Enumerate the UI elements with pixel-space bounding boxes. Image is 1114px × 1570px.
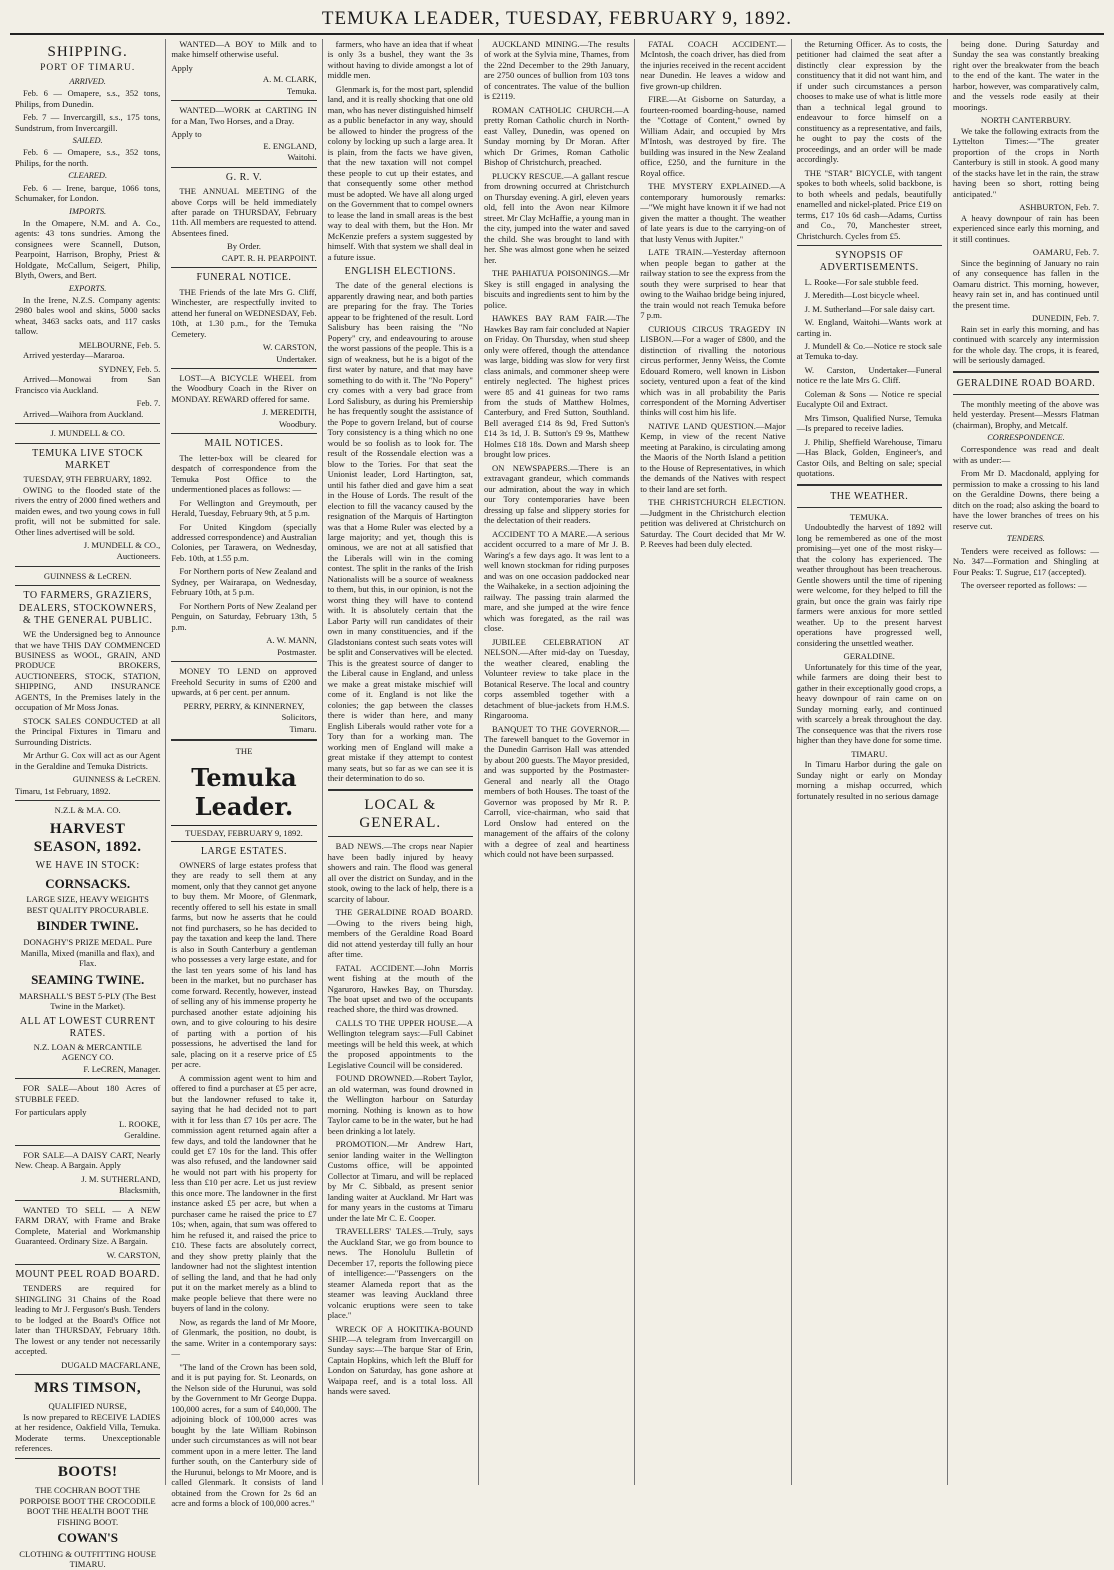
market-date: TUESDAY, 9TH FEBRUARY, 1892. bbox=[23, 474, 152, 485]
feb7-dateline: Feb. 7. bbox=[136, 398, 161, 409]
travellers-tales: TRAVELLERS' TALES.—Truly, says the Auckland Star, we go from bounce to news. The Honolulu Bulletin of December 17, reports the following piece of intelligence:—"Passengers on the steamer Alameda report that as the steamer was leaving Auckland three volcanic eruptions were seen to take place." bbox=[327, 1226, 473, 1321]
macfarlane-sig: DUGALD MACFARLANE, bbox=[61, 1359, 161, 1370]
timson-heading: MRS TIMSON, bbox=[34, 1380, 142, 1397]
on-newspapers: ON NEWSPAPERS.—There is an extravagant grandeur, which commands our admiration, about the way in which our Tory contemporaries have been dressing up false and slippery stories for the delectation of their readers. bbox=[483, 462, 630, 526]
mundell-header: J. MUNDELL & CO. bbox=[50, 428, 125, 439]
upper-house: CALLS TO THE UPPER HOUSE.—A Wellington telegram says:—Full Cabinet meetings will be held this week, at which the proposed appointments to the Legislative Council will be considered. bbox=[327, 1017, 473, 1070]
synopsis-9: J. Philip, Sheffield Warehouse, Timaru—Has Black, Golden, Engineer's, and Castor Oils, and Belting on sale; special quotations. bbox=[796, 436, 942, 479]
sutherland-sig: J. M. SUTHERLAND, bbox=[81, 1173, 161, 1184]
cleared-heading: CLEARED. bbox=[68, 171, 108, 181]
correspondence-text: Correspondence was read and dealt with as under:— bbox=[952, 444, 1100, 465]
mail-text-5: For Northern Ports of New Zealand per Penguin, on Saturday, February 13th, 5 p.m. bbox=[171, 600, 317, 632]
exports-heading: EXPORTS. bbox=[68, 283, 107, 293]
oamaru-text: Since the beginning of January no rain of any consequence has fallen in the Oamaru district. This morning, however, heavy rain set in, and has continued until the present time. bbox=[952, 257, 1100, 310]
clothing-house: CLOTHING & OUTFITTING HOUSE bbox=[19, 1549, 157, 1559]
banquet-governor: BANQUET TO THE GOVERNOR.—The farewell banquet to the Governor in the Dunedin Garrison Hall was attended by about 200 guests. The Mayor presided, and was supported by the Postmaster-General and nearly all the Otago members of both Houses. The toast of the Governor was proposed by Mr R. P. Carroll, vice-chairman, who said that Lord Onslow had entered on the management of the affairs of the colony with a degree of zeal and heartiness which could not have been surpassed. bbox=[483, 723, 630, 860]
sailed-1: Feb. 6 — Omapere, s.s., 352 tons, Philips, for the north. bbox=[15, 147, 161, 168]
grv-heading: G. R. V. bbox=[225, 171, 263, 183]
late-train: LATE TRAIN.—Yesterday afternoon when people began to gather at the railway station to see the express from the south they were surprised to hear that owing to the Waihao bridge being injured, the train would not reach Temuka before 7 p.m. bbox=[640, 247, 786, 321]
mail-text-2: For Wellington and Greymouth, per Herald, Tuesday, February 9th, at 5 p.m. bbox=[171, 497, 317, 519]
synopsis-1: L. Rooke—For sale stubble feed. bbox=[804, 276, 919, 287]
stock-sales: STOCK SALES CONDUCTED at all the Principal Fixtures in Timaru and Surrounding Districts. bbox=[15, 715, 161, 747]
synopsis-heading: SYNOPSIS OF ADVERTISEMENTS. bbox=[819, 250, 919, 274]
cowan-place: TIMARU. bbox=[69, 1559, 106, 1570]
melbourne-text: Arrived yesterday—Mararoa. bbox=[23, 350, 125, 361]
leader-dateline: TUESDAY, FEBRUARY 9, 1892. bbox=[171, 825, 316, 841]
estates-text-3: Now, as regards the land of Mr Moore, of Glenmark, the position, no doubt, is the same. Writer in a contemporary says: — bbox=[171, 1316, 317, 1359]
seaming-text: MARSHALL'S BEST 5-PLY (The Best Twine in the Market). bbox=[19, 990, 157, 1012]
clark-place: Temuka. bbox=[286, 85, 317, 96]
farmers-text: WE the Undersigned beg to Announce that we have THIS DAY COMMENCED BUSINESS as WOOL, GRAIN, AND PRODUCE BROKERS, AUCTIONEERS, STOCK, STATION, SHIPPING, AND INSURANCE AGENTS, In the Premises lately in the occupation of Mr Moss Jonas. bbox=[15, 629, 161, 713]
oamaru-dateline: OAMARU, Feb. 7. bbox=[1032, 247, 1100, 258]
daisy-cart: FOR SALE—A DAISY CART, Nearly New. Cheap. A Bargain. Apply bbox=[15, 1149, 161, 1171]
wanted-work: WANTED—WORK at CARTING IN for a Man, Two Horses, and a Dray. bbox=[171, 105, 317, 126]
ashburton-dateline: ASHBURTON, Feb. 7. bbox=[1019, 202, 1100, 213]
fire: FIRE.—At Gisborne on Saturday, a fourteen-roomed boarding-house, named the "Cottage of Content," owned by William Adair, and occupied by Mrs M'Intosh, was destroyed by fire. The building was insured in the New Zealand office, £250, and the furniture in the Royal office. bbox=[640, 94, 786, 178]
weather-geraldine: GERALDINE. bbox=[843, 651, 895, 662]
geraldine-road-item: THE GERALDINE ROAD BOARD.—Owing to the rivers being high, members of the Geraldine Road Board did not attend yesterday till fully an hour after time. bbox=[327, 907, 473, 960]
feb7-text: Arrived—Waihora from Auckland. bbox=[23, 408, 144, 419]
exports-1: In the Irene, N.Z.S. Company agents: 2980 bales wool and skins, 5000 sacks wheat, 3463 sacks oats, and 117 casks tallow. bbox=[15, 294, 161, 337]
english-elections-text: The date of the general elections is apparently drawing near, and both parties are preparing for the fray. The Tories appear to be frightened of the result. Lord Salisbury has been raising the "No Popery" cry, and endeavouring to arouse the worst passions of the people. This is a sign of weakness, but he is a bigot of the first water by nature, and that may have something to do with it. The "No Popery" cry comes with a very bad grace from Lord Salisbury, as during his Premiership he has frequently sought the assistance of the Pope to govern Ireland, but of course Tory consistency is a thing which no one would be so foolish as to look for. The result of the Rossendale election was a blow to the Tories. For that seat the Unionist leader, Lord Hartington, sat, until his father died and gave him a seat in the House of Lords. The result of the election to fill the vacancy caused by the resignation of the Marquis of Hartington was that a Home Ruler was elected by a large majority; and yet, though this is ominous, we are not at all satisfied that the Liberals will win in the coming contest. The split in the ranks of the Irish Nationalists will be a source of weakness to them, but this, in our opinion, is not the worst thing they will have to contend with. It is absolutely certain that the Labor Party will run candidates of their own in many constituencies, and if the Gladstonians contest such seats votes will be split and Conservatives will be elected. This is the greatest source of danger to the Liberal cause in England, and unless we make a great mistake mischief will come of it. England is not like the colonies; the gap between the classes there is wider than here, and many English Liberals would rather vote for a Tory than for a working man. The working men of England will make a great mistake if they attempt to contest many seats, but so far as we can see it is their determination to do so. bbox=[327, 280, 473, 784]
hawkes-bay-fair: HAWKES BAY RAM FAIR.—The Hawkes Bay ram fair concluded at Napier on Friday. On Thursday, when stud sheep only were offered, though the attendance was large, bidding was slow for very first class animals, and commoner sheep were entirely neglected. The highest prices were 85 and 41 guineas for two rams from the studs of Matthew Holmes, Canterbury, and Fred Sutton, Southland. Bell averaged £14 8s 9d, Fred Sutton's £14 3s 1d, J. B. Sutton's £9 9s, Matthew Holmes £18 18s. Down and Marsh sheep brought low prices. bbox=[483, 313, 630, 460]
overseer-text: The overseer reported as follows: — bbox=[960, 580, 1087, 590]
estates-text-2: A commission agent went to him and offered to find a purchaser at £5 per acre, but the landowner refused to take it, saying that he had decided not to part with it for less than £7 10s per acre. The commission agent returned again after a few days, and told the landowner that he could get £7 10s for the land. This offer was also refused, and the landowner said he would not part with his property for less than £10 per acre. Let us just review this once more. The landowner in the first instance asked £5 per acre, but when a purchaser came he raised the price to £7 10s; when, again, that sum was offered to him he refused it, and raised the price to £10. These facts are absolutely correct, and they show pretty plainly that the landowner had not the slightest intention of selling the land, and that he had only put it on the market merely as a blind to make people believe that there were no buyers of land in the colony. bbox=[171, 1072, 317, 1314]
clark-sig: A. M. CLARK, bbox=[262, 74, 317, 85]
star-bicycle: THE "STAR" BICYCLE, with tangent spokes to both wheels, solid backbone, is to both wheels and pedals, beautifully enamelled and nickel-plated. Price £19 on terms, £17 10s 6d cash—Adams, Curtiss and Co., 70, Manchester street, Christchurch. Cycles from £5. bbox=[796, 167, 942, 241]
synopsis-7: Coleman & Sons — Notice re special Eucalypte Oil and Extract. bbox=[796, 388, 942, 410]
timaru-date: Timaru, 1st February, 1892. bbox=[15, 785, 111, 796]
mount-peel-heading: MOUNT PEEL ROAD BOARD. bbox=[15, 1269, 160, 1281]
pearpoint-sig: CAPT. R. H. PEARPOINT. bbox=[221, 252, 317, 263]
column-2 bbox=[166, 39, 322, 1508]
wreck: WRECK OF A HOKITIKA-BOUND SHIP.—A telegram from Invercargill on Sunday says:—The barque Star of Erin, Captain Hopkins, which left the Bluff for London on Saturday, has gone ashore at Waipapa reef, and is a total loss. All hands were saved. bbox=[327, 1323, 473, 1397]
fatal-coach: FATAL COACH ACCIDENT.—McIntosh, the coach driver, has died from the injuries received in the recent accident near Dunedin. He leaves a widow and five grown-up children. bbox=[640, 39, 786, 91]
weather-timaru: TIMARU. bbox=[851, 748, 888, 759]
synopsis-6: W. Carston, Undertaker—Funeral notice re the late Mrs G. Cliff. bbox=[796, 364, 942, 386]
blacksmith: Blacksmith, bbox=[119, 1185, 161, 1196]
weather-temuka: TEMUKA. bbox=[849, 512, 889, 522]
tenders-heading: TENDERS. bbox=[1006, 534, 1045, 544]
harvest-heading: HARVEST SEASON, 1892. bbox=[33, 820, 142, 856]
roman-catholic: ROMAN CATHOLIC CHURCH.—A pretty Roman Catholic church in North-east Valley, Dunedin, was opened on Sunday morning by Dr Moran. After which Dr Grimes, Roman Catholic Bishop of Christchurch, preached. bbox=[483, 104, 630, 168]
cowan-heading: COWAN'S bbox=[57, 1530, 118, 1546]
funeral-text: THE Friends of the late Mrs G. Cliff, Winchester, are respectfully invited to attend her funeral on WEDNESDAY, Feb. 10th, at 1.30 p.m., for the Temuka Cemetery. bbox=[171, 286, 317, 339]
christchurch-election: THE CHRISTCHURCH ELECTION.—Judgment in the Christchurch election petition was delivered at Christchurch on Saturday. The Court decided that Mr W. P. Reeves had been duly elected. bbox=[640, 497, 786, 550]
jubilee-nelson: JUBILEE CELEBRATION AT NELSON.—After mid-day on Tuesday, the weather cleared, enabling the Volunteer review to take place in the Botanical Reserve. The local and country corps assembled together with a detachment of blue-jackets from H.M.S. Ringarooma. bbox=[483, 636, 630, 721]
harbor-text: being done. During Saturday and Sunday the sea was constantly breaking right over the breakwater from the beach to the end of the kant. The water in the harbor, however, was comparatively calm, and the vessels rode easily at their moorings. bbox=[952, 39, 1100, 112]
postmaster: Postmaster. bbox=[277, 646, 317, 657]
correspondence-1: From Mr D. Macdonald, applying for permission to make a crossing to his land on the Geraldine Downs, there being a ditch on the road; also asking the board to have the lower branches of trees on his reserve cut. bbox=[952, 468, 1100, 531]
cornsacks: CORNSACKS. bbox=[45, 875, 131, 891]
guinness-header: GUINNESS & LeCREN. bbox=[43, 570, 132, 581]
column-5 bbox=[635, 39, 791, 1485]
boots-heading: BOOTS! bbox=[57, 1463, 118, 1480]
nzl-header: N.Z.L & M.A. CO. bbox=[54, 805, 121, 816]
cornsacks-text: LARGE SIZE, HEAVY WEIGHTS BEST QUALITY PROCURABLE. bbox=[26, 894, 149, 915]
cleared-1: Feb. 6 — Irene, barque, 1066 tons, Schumaker, for London. bbox=[15, 182, 161, 204]
rooke-sig: L. ROOKE, bbox=[119, 1118, 161, 1129]
temuka-leader-title: Temuka Leader. bbox=[191, 762, 297, 821]
column-6 bbox=[792, 39, 948, 1485]
port-heading: PORT OF TIMARU. bbox=[40, 63, 136, 74]
wanted-boy-apply: Apply bbox=[171, 62, 193, 73]
north-canterbury-heading: NORTH CANTERBURY. bbox=[980, 115, 1071, 126]
timaru-text: In Timaru Harbor during the gale on Sunday night or early on Monday morning a mishap occurred, which fortunately resulted in no serious damage bbox=[796, 759, 942, 801]
native-land: NATIVE LAND QUESTION.—Major Kemp, in view of the recent Native meeting at Parakino, is circulating among the Maoris of the North Island a petition to the House of Representatives, in which the demands of the Natives with respect to their land are set forth. bbox=[640, 420, 786, 494]
the-label: THE bbox=[235, 746, 253, 757]
column-3 bbox=[323, 39, 479, 1485]
synopsis-4: W. England, Waitohi—Wants work at carting in. bbox=[796, 317, 942, 338]
mail-text-1: The letter-box will be cleared for despatch of correspondence from the Temuka Post Office to the undermentioned places as follows: — bbox=[171, 452, 317, 495]
funeral-heading: FUNERAL NOTICE. bbox=[196, 272, 292, 284]
undertaker: Undertaker. bbox=[276, 353, 317, 364]
circus-tragedy: CURIOUS CIRCUS TRAGEDY IN LISBON.—For a wager of £800, and the distinction of rivalling the notorious circus performer, Jenny Weiss, the Comte Edouard Romero, well known in Lisbon society, ventured upon a feat of the kind which was in all probability the Paris correspondent of the Morning Advertiser thinks will cost him his life. bbox=[640, 323, 786, 418]
arrived-1: Feb. 6 — Omapere, s.s., 352 tons, Philips, from Dunedin. bbox=[15, 88, 161, 109]
meredith-sig: J. MEREDITH, bbox=[262, 407, 317, 418]
binder-text: DONAGHY'S PRIZE MEDAL. Pure Manilla, Mixed (manilla and flax), and Flax. bbox=[20, 937, 155, 969]
current-rates: ALL AT LOWEST CURRENT RATES. bbox=[19, 1015, 156, 1039]
particulars: For particulars apply bbox=[15, 1107, 87, 1118]
rooke-place: Geraldine. bbox=[124, 1130, 161, 1141]
sailed-heading: SAILED. bbox=[72, 136, 103, 146]
local-general-heading: LOCAL & GENERAL. bbox=[359, 796, 442, 831]
estates-text-1: OWNERS of large estates profess that they are ready to sell them at any moment, only that they cannot get anyone to buy them. Mr Moore, of Glenmark, recently offered to sell his estate in small farms, but now he asserts that he could not find purchasers, so he has decided to pay the taxation and keep the land. There is also in South Canterbury a gentleman who possesses a very large estate, and for the last ten years some of his land has been in the market, but no purchaser has come forward. Recently, however, instead of selling any of his immense property he purchased another estate adjoining his own, and to give colouring to his desire of parting with a portion of his possessions, he advertised the land for sale, placing on it a reserve price of £5 per acre. bbox=[171, 859, 317, 1070]
guinness-sig: GUINNESS & LeCREN. bbox=[72, 774, 161, 785]
nzl-agency: N.Z. LOAN & MERCANTILE AGENCY CO. bbox=[33, 1041, 142, 1063]
arrived-2: Feb. 7 — Invercargill, s.s., 175 tons, Sundstrum, from Invercargill. bbox=[15, 112, 161, 133]
wanted-work-apply: Apply to bbox=[171, 129, 202, 140]
weather-text: Undoubtedly the harvest of 1892 will long be remembered as one of the most promising—yet one of the most risky—that the colony has experienced. The weather throughout has been treacherous. Gentle showers until the time of ripening were welcome, for they helped to fill the grain, but once the grain was fairly ripe farmers were anxious for more settled weather. Up to the present harvest operations have progressed well, considering the unsettled weather. bbox=[796, 522, 942, 648]
binder-twine: BINDER TWINE. bbox=[36, 918, 139, 934]
market-text: OWING to the flooded state of the rivers the entry of 2000 fined wethers and maiden ewes, and two young cows in full profit, will not be submitted for sale. Other lines advertised will be sold. bbox=[15, 484, 161, 537]
carston-funeral-sig: W. CARSTON, bbox=[262, 342, 317, 353]
geraldine-text: Unfortunately for this time of the year, while farmers are doing their best to gather in their exceptionally good crops, a heavy downpour of rain came on on Sunday morning early, and continued with scarcely a break throughout the day. The consequence was that the rivers rose higher than they have done for some time. bbox=[796, 661, 942, 746]
pahiatua-poisonings: THE PAHIATUA POISONINGS.—Mr Skey is still engaged in analysing the biscuits and ingredients sent to him by the police. bbox=[483, 268, 630, 310]
farmers-heading: TO FARMERS, GRAZIERS, DEALERS, STOCKOWNERS, & THE GENERAL PUBLIC. bbox=[18, 590, 157, 626]
returning-officer: the Returning Officer. As to costs, the petitioner had claimed the seat after a distinctly clear expression by the constituency that it did not want him, and if under such circumstances a person chooses to make use of what is little more than a technical legal ground to endeavour to force himself on a constituency as a representative, and fails, he ought to pay the costs of the proceedings, and an order will be made accordingly. bbox=[796, 39, 942, 165]
by-order: By Order. bbox=[227, 241, 261, 252]
ashburton-text: A heavy downpour of rain has been experienced since early this morning, and it still continues. bbox=[952, 212, 1100, 244]
weather-heading: THE WEATHER. bbox=[830, 490, 909, 502]
cox-agent: Mr Arthur G. Cox will act as our Agent in the Geraldine and Temuka Districts. bbox=[15, 750, 161, 771]
tenders-text: Tenders were received as follows: — No. 347—Formation and Shingling at Four Peaks: T. Sugrue, £17 (accepted). bbox=[952, 545, 1100, 577]
mann-sig: A. W. MANN, bbox=[266, 635, 317, 646]
synopsis-8: Mrs Timson, Qualified Nurse, Temuka—Is prepared to receive ladies. bbox=[796, 412, 942, 434]
synopsis-5: J. Mundell & Co.—Notice re stock sale at Temuka to-day. bbox=[796, 341, 942, 362]
carston-sig: W. CARSTON, bbox=[106, 1249, 161, 1260]
we-have: WE HAVE IN STOCK: bbox=[35, 860, 140, 872]
market-title: TEMUKA LIVE STOCK MARKET bbox=[32, 447, 144, 471]
column-1 bbox=[10, 39, 166, 1570]
accident-mare: ACCIDENT TO A MARE.—A serious accident occurred to a mare of Mr J. B. Waring's a few days ago. It was lent to a well known stockman for riding purposes and was on one occasion paddocked near the Waihakeke, in a section adjoining the railway. The passing train alarmed the mare, and she jumped at the wire fence which was foregated, as the rail was close. bbox=[483, 528, 630, 634]
nurse-heading: QUALIFIED NURSE, bbox=[48, 1401, 127, 1412]
promotion: PROMOTION.—Mr Andrew Hart, senior landing waiter in the Wellington Customs office, will be appointed Collector at Timaru, and will be replaced by Mr C. Sibbald, as present senior landing waiter at Auckland. Mr Hart was for many years in the customs at Timaru under the late Mr C. E. Cooper. bbox=[327, 1139, 473, 1223]
bad-news: BAD NEWS.—The crops near Napier have been badly injured by heavy showers and rain. The flood was general all over the district on Sunday, and in the stook, owing to the lack of help, there is a scarcity of labour. bbox=[327, 841, 473, 904]
column-4 bbox=[479, 39, 635, 1485]
lecren-sig: F. LeCREN, Manager. bbox=[83, 1063, 161, 1074]
fatal-accident: FATAL ACCIDENT.—John Morris went fishing at the mouth of the Ngaruroro, Hawkes Bay, on Thursday. The boat upset and two of the occupants reached shore, the third was drowned. bbox=[327, 962, 473, 1015]
perry-place: Timaru. bbox=[289, 723, 317, 734]
north-canterbury-text: We take the following extracts from the Lyttelton Times:—"The greater proportion of the crops in North Canterbury is still in stook. A good many of the stacks have let in the rain, the straw having been so short, rotting being anticipated." bbox=[952, 125, 1100, 199]
column-7 bbox=[948, 39, 1104, 1485]
columns bbox=[10, 39, 1104, 1570]
sydney-dateline: SYDNEY, Feb. 5. bbox=[98, 363, 161, 374]
mystery: THE MYSTERY EXPLAINED.—A contemporary humorously remarks:—"We might have known it if we had not given the matter a thought. The weather of late years is due to the carrying-on of that lusty Venus with Jupiter." bbox=[640, 181, 786, 244]
estates-text-5: Glenmark is, for the most part, splendid land, and it is really shocking that one old man, who has never distinguished himself as a public benefactor in any way, should be allowed to hinder the progress of the colony by locking up such a large area. It is plain, from the facts we have given, that the new taxation will not compel these people to cut up their estates, and that consequently some other method must be adopted. We have all along urged on the Government that to compel owners to lease the land in small areas is the best way to deal with them, but the Hon. Mr McKenzie prefers a system suggested by himself. With that system we shall deal in a future issue. bbox=[327, 83, 473, 262]
meredith-place: Woodbury. bbox=[278, 418, 317, 429]
road-board-heading: GERALDINE ROAD BOARD. bbox=[956, 377, 1096, 389]
money-to-lend: MONEY TO LEND on approved Freehold Security in sums of £200 and upwards, at 6 per cent. per annum. bbox=[171, 666, 317, 698]
correspondence-heading: CORRESPONDENCE. bbox=[987, 433, 1065, 443]
grv-text: THE ANNUAL MEETING of the above Corps will be held immediately after parade on THURSDAY, February 11th. All members are requested to attend. Absentees fined. bbox=[171, 186, 317, 238]
masthead: TEMUKA LEADER, TUESDAY, FEBRUARY 9, 1892. bbox=[10, 8, 1104, 35]
imports-1: In the Omapere, N.M. and A. Co., agents: 43 tons sundries. Among the consignees were Scannell, Dutson, Pearpoint, Harrison, Brophy, Priest & Holdgate, McCallum, Seigert, Philip, Blyth, Owers, and Bert. bbox=[15, 217, 161, 281]
market-sig2: Auctioneers. bbox=[116, 551, 161, 562]
mail-text-3: For United Kingdom (specially addressed correspondence) and Australian Colonies, per Tarawera, on Wednesday, Feb. 10th, at 1.55 p.m. bbox=[171, 521, 317, 563]
imports-heading: IMPORTS. bbox=[69, 206, 107, 216]
nurse-text: Is now prepared to RECEIVE LADIES at her residence, Oakfield Villa, Temuka. Moderate terms. Unexceptionable references. bbox=[15, 1411, 161, 1454]
dunedin-dateline: DUNEDIN, Feb. 7. bbox=[1031, 313, 1100, 324]
found-drowned: FOUND DROWNED.—Robert Taylor, an old waterman, was found drowned in the Wellington harbour on Saturday morning. Nothing is known as to how Taylor came to be in the water, but he had been drinking a lot lately. bbox=[327, 1073, 473, 1136]
mail-heading: MAIL NOTICES. bbox=[204, 438, 284, 450]
estates-heading: LARGE ESTATES. bbox=[200, 845, 288, 857]
melbourne-dateline: MELBOURNE, Feb. 5. bbox=[78, 339, 161, 350]
farm-dray: WANTED TO SELL — A NEW FARM DRAY, with Frame and Brake Complete, Material and Workmanship Guaranteed. Ordinary Size. A Bargain. bbox=[15, 1204, 161, 1247]
seaming-twine: SEAMING TWINE. bbox=[31, 971, 145, 987]
english-elections-heading: ENGLISH ELECTIONS. bbox=[344, 266, 456, 278]
market-sig: J. MUNDELL & CO., bbox=[83, 540, 161, 550]
solicitors: Solicitors, bbox=[281, 712, 317, 723]
boots-text: THE COCHRAN BOOT THE PORPOISE BOOT THE CROCODILE BOOT THE HEALTH BOOT THE FISHING BOOT. bbox=[19, 1485, 156, 1527]
arrived-heading: ARRIVED. bbox=[69, 76, 106, 86]
england-sig: E. ENGLAND, bbox=[263, 140, 317, 151]
england-place: Waitohi. bbox=[287, 152, 317, 163]
estates-quote: "The land of the Crown has been sold, and it is put paying for. St. Leonards, on the Nelson side of the Hurunui, was sold by the Government to Mr George Duppa. 100,000 acres, for a sum of £40,000. The adjoining block of 100,000 acres was bought by the late William Robinson under such circumstances as will not bear comment upon in a mere letter. The land further south, on the Canterbury side of the Hurunui, belongs to Mr Moore, and is called Glenmark. It consists of land obtained from the Crown for 2s 6d an acre and forms a block of 100,000 acres." bbox=[171, 1361, 317, 1508]
perry-sig: PERRY, PERRY, & KINNERNEY, bbox=[183, 700, 305, 711]
lost-wheel: LOST—A BICYCLE WHEEL from the Woodbury Coach in the River on MONDAY. REWARD offered for same. bbox=[171, 373, 317, 404]
sydney-text: Arrived—Monowai from San Francisco via Auckland. bbox=[15, 374, 161, 395]
estates-text-4: farmers, who have an idea that if wheat is only 3s a bushel, they want the 3s without having to divide amongst a lot of middle men. bbox=[327, 39, 473, 81]
shipping-title: SHIPPING. bbox=[47, 44, 128, 60]
dunedin-text: Rain set in early this morning, and has continued with scarcely any intermission for the whole day. The crops, it is feared, will be seriously damaged. bbox=[952, 323, 1100, 366]
mail-text-4: For Northern ports of New Zealand and Sydney, per Wairarapa, on Wednesday, February 10th, at 5 p.m. bbox=[171, 566, 317, 598]
road-board-text: The monthly meeting of the above was held yesterday. Present—Messrs Flatman (chairman), Brophy, and Metcalf. bbox=[952, 398, 1100, 430]
plucky-rescue: PLUCKY RESCUE.—A gallant rescue from drowning occurred at Christchurch on Thursday evening. A girl, eleven years old, fell into the Avon near Kilmore street. Mr Clay McHaffie, a young man in the city, jumped into the water and saved the child. She was brought to land with her. She was almost gone when he seized her. bbox=[483, 170, 630, 265]
auckland-mining: AUCKLAND MINING.—The results of work at the Sylvia mine, Thames, from the 22nd December to the 29th January, are 2750 ounces of bullion from 103 tons of concentrates. The value of the bullion is £2119. bbox=[483, 39, 630, 102]
mount-peel-text: TENDERS are required for SHINGLING 31 Chains of the Road leading to Mr J. Ferguson's Bush. Tenders to be lodged at the Board's Office not later than THURSDAY, February 18th. The lowest or any tender not necessarily accepted. bbox=[15, 1283, 161, 1357]
synopsis-3: J. M. Sutherland—For sale daisy cart. bbox=[804, 303, 935, 314]
wanted-boy: WANTED—A BOY to Milk and to make himself otherwise useful. bbox=[171, 39, 317, 60]
synopsis-2: J. Meredith—Lost bicycle wheel. bbox=[804, 290, 920, 301]
for-sale-stubble: FOR SALE—About 180 Acres of STUBBLE FEED. bbox=[15, 1083, 161, 1104]
